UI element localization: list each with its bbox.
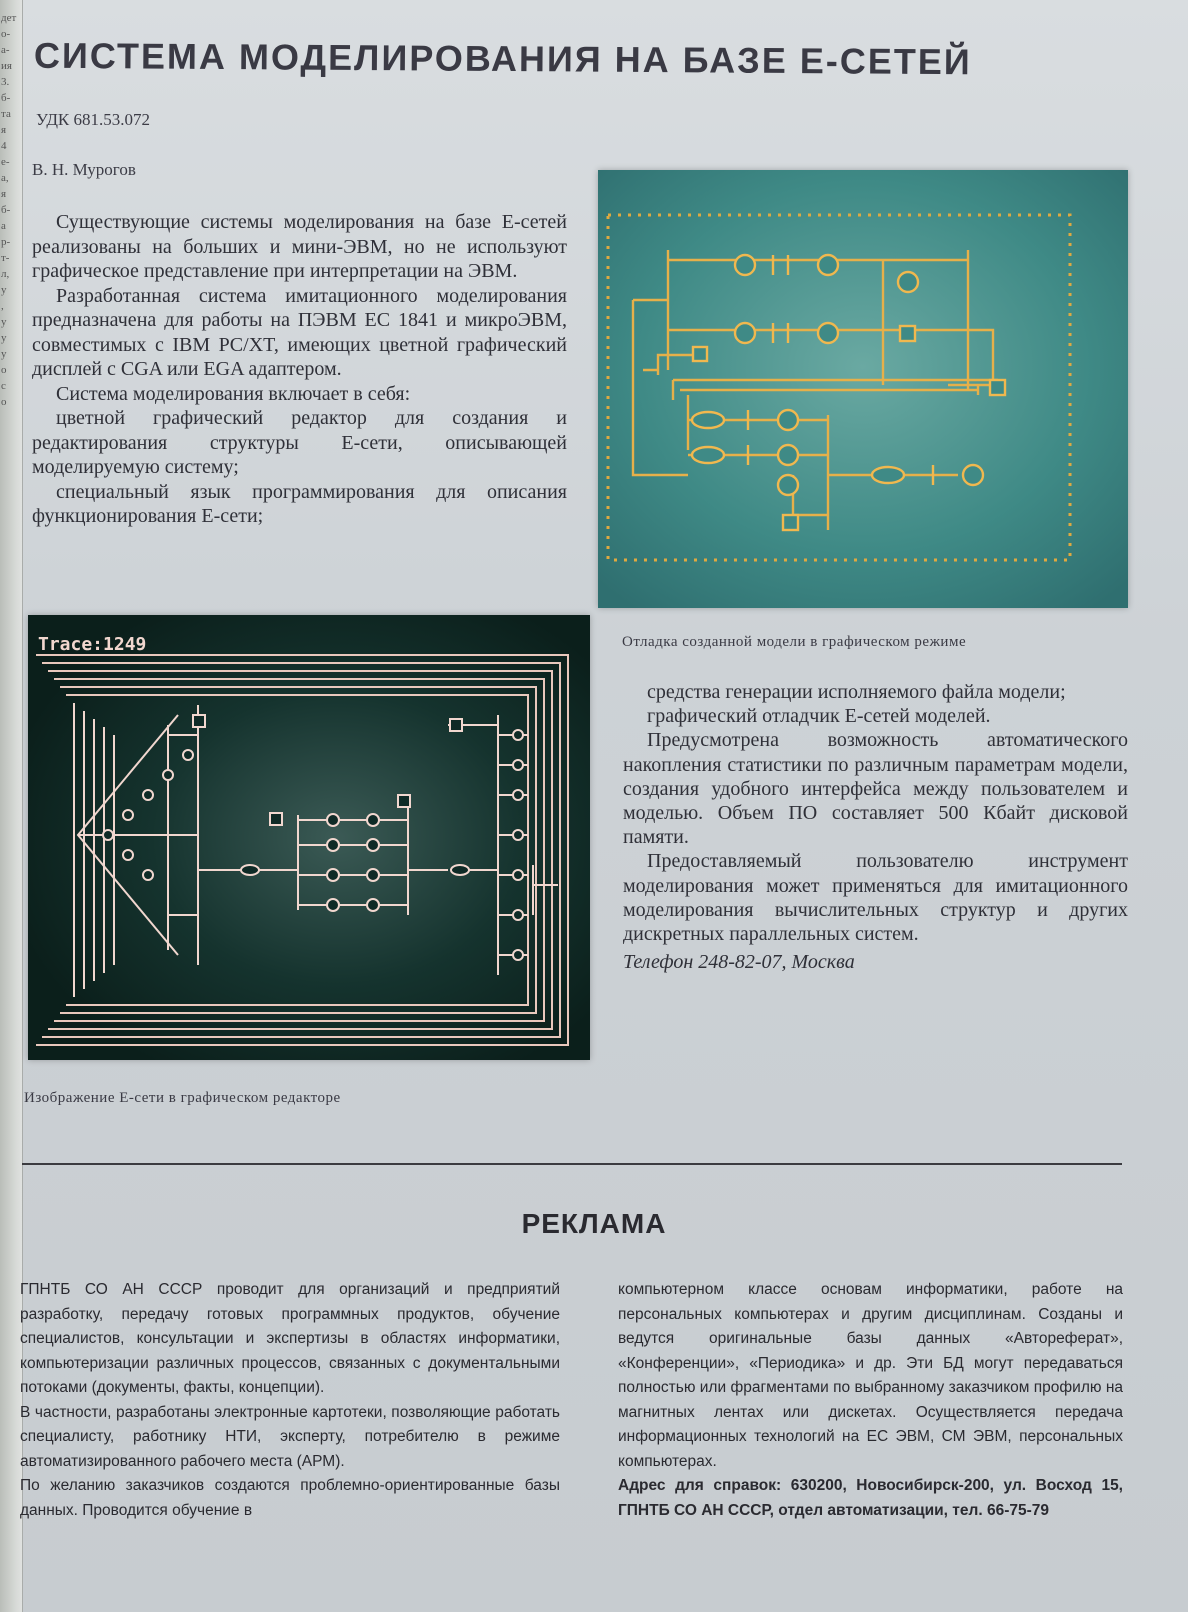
editor-screen-image: [28, 615, 590, 1060]
ad-paragraph: компьютерном классе основам информатики, работе на персональных компьютерах и другим дисциплинам. Созданы и ведутся оригинальные базы данных «Автореферат», «Конференции», «Периодика» и др. Эти БД могут передаваться полностью или фрагментами по выбранному заказчиком профилю на магнитных лентах или дискетах. Осуществляется передача информационных технологий на ЕС ЭВМ, СМ ЭВМ, персональных компьютерах.: [618, 1281, 1123, 1470]
paragraph: средства генерации исполняемого файла модели;: [647, 681, 1066, 703]
ad-right-column: [618, 1278, 1123, 1523]
article-right-column: [623, 680, 1128, 974]
ad-paragraph: В частности, разработаны электронные картотеки, позволяющие работать специалисту, работнику НТИ, эксперту, потребителю в режиме автоматизированного рабочего места (АРМ).: [20, 1403, 560, 1470]
paragraph: графический отладчик Е-сетей моделей.: [647, 705, 991, 728]
ad-paragraph: По желанию заказчиков создаются проблемно-ориентированные базы данных. Проводится обучение в: [20, 1477, 560, 1519]
contact-phone: Телефон 248-82-07, Москва: [623, 951, 855, 974]
paragraph: Система моделирования включает в себя:: [56, 382, 411, 405]
ad-paragraph: ГПНТБ СО АН СССР проводит для организаций и предприятий разработку, передачу готовых программных продуктов, обучение специалистов, консультации и экспертизы в областях информатики, компьютеризации различных процессов, связанных с документальными потоками (документы, факты, концепции).: [20, 1281, 560, 1396]
paragraph: Разработанная система имитационного моделирования предназначена для работы на ПЭВМ ЕС 1841 и микроЭВМ, совместимых с IBM PC/XT, имеющих цветной графический дисплей с CGA или EGA адаптером.: [32, 284, 567, 380]
article-left-column: [32, 210, 567, 529]
paragraph: специальный язык программирования для описания функционирования Е-сети;: [32, 480, 567, 527]
figure-caption-debugger: Отладка созданной модели в графическом режиме: [622, 634, 967, 650]
article-title: СИСТЕМА МОДЕЛИРОВАНИЯ НА БАЗЕ Е-СЕТЕЙ: [33, 34, 972, 83]
ad-heading: РЕКЛАМА: [521, 1208, 667, 1239]
figure-caption-editor: Изображение Е-сети в графическом редакторе: [24, 1090, 341, 1106]
spine-text: дет о- а- ия 3. б- та я 4 е- а, я б- а р- т- л, у , у у у о с о: [1, 12, 17, 408]
paragraph: Существующие системы моделирования на базе Е-сетей реализованы на больших и мини-ЭВМ, но не используют графическое представление при интерпретации на ЭВМ.: [32, 211, 567, 282]
ad-left-column: [20, 1278, 560, 1523]
author-name: В. Н. Мурогов: [32, 160, 136, 179]
ad-address: Адрес для справок: 630200, Новосибирск-200, ул. Восход 15, ГПНТБ СО АН СССР, отдел автоматизации, тел. 66-75-79: [618, 1477, 1123, 1519]
debugger-screen-photo: [598, 170, 1128, 608]
section-divider: [22, 1163, 1122, 1165]
paragraph: Предоставляемый пользователю инструмент моделирования может применяться для имитационного моделирования вычислительных структур и других дискретных параллельных систем.: [623, 850, 1128, 946]
trace-label: Trace:1249: [38, 634, 147, 655]
editor-screen-photo: [28, 615, 590, 1060]
paragraph: цветной графический редактор для создания и редактирования структуры Е-сети, описывающей моделируемую систему;: [32, 407, 567, 478]
paragraph: Предусмотрена возможность автоматического накопления статистики по различным параметрам модели, создания удобного интерфейса между пользователем и моделью. Объем ПО составляет 500 Кбайт дисковой памяти.: [623, 729, 1128, 849]
debugger-screen-image: [598, 170, 1128, 608]
udk-code: УДК 681.53.072: [36, 110, 151, 129]
